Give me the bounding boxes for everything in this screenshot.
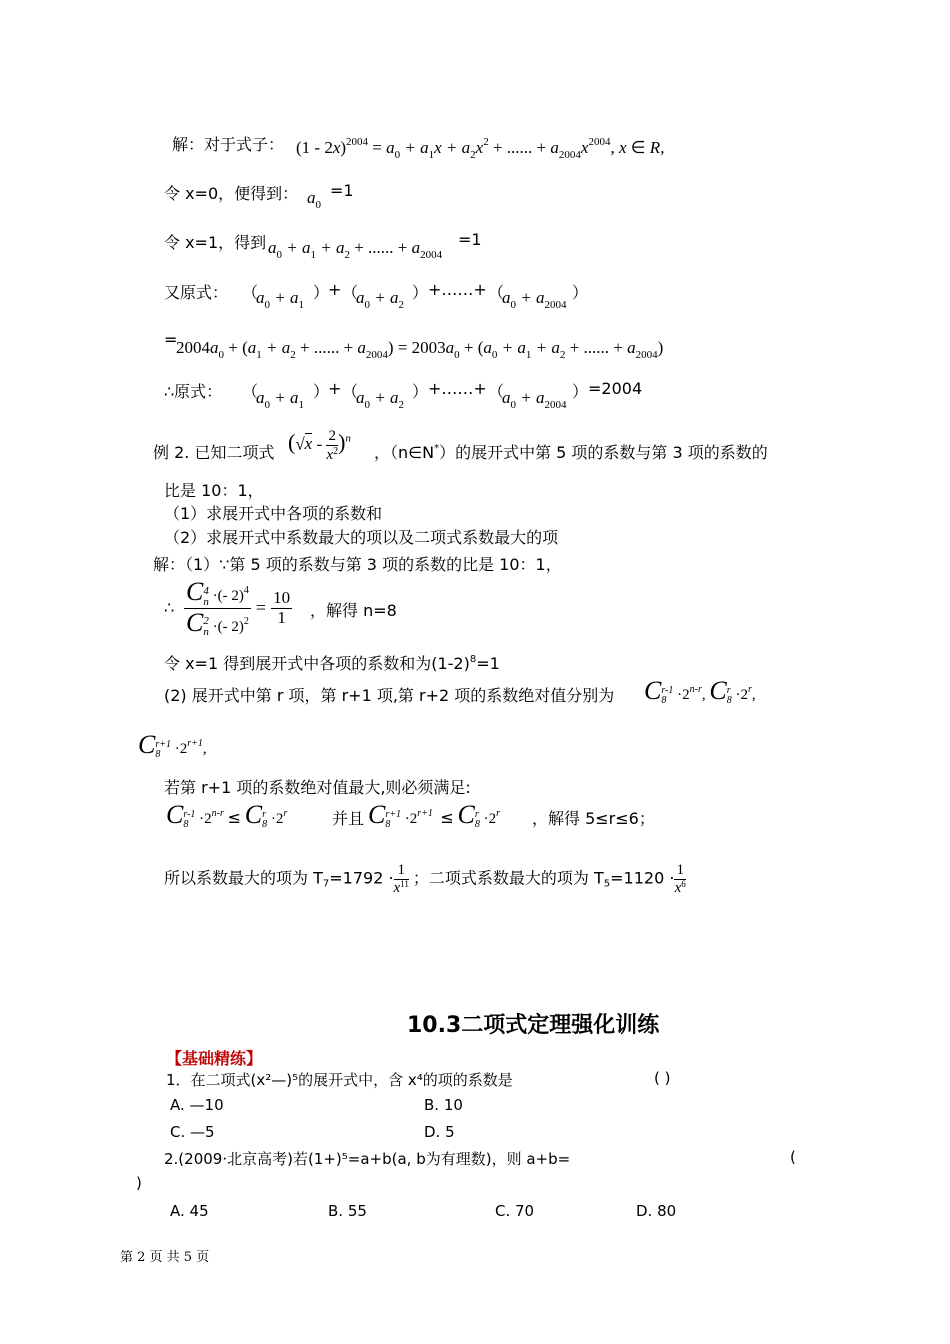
example2-ratio-line: 比是 10：1， xyxy=(164,481,264,500)
question-1-stem: 1．在二项式(x²—)⁵的展开式中，含 x⁴的项的系数是 xyxy=(166,1071,513,1089)
binomial-expansion-formula: $(1 - 2x)^{2004} = a_0 + a_1x + a_2x^2$ + ...... + $a_{2004}x^{2004}$, x ∈ R, xyxy=(296,136,665,161)
pair-a0-a1-2: $a_0 + a_1$ xyxy=(256,388,304,411)
solution-intro: 解：对于式子： xyxy=(172,135,285,154)
paren-open-5: （ xyxy=(342,382,359,401)
page-footer: 第 2 页 共 5 页 xyxy=(120,1250,210,1265)
question-1-answer-paren: ( ) xyxy=(654,1069,671,1087)
step-x0-result: =1 xyxy=(330,181,354,200)
conclusion-line: 所以系数最大的项为 T7=1792 · $\frac{1}{x^{11}}$ ；二项式系数最大的项为 T5=1120 · $\frac{1}{x^6}$ xyxy=(164,862,686,896)
q2-option-a: A. 45 xyxy=(170,1202,209,1220)
paren-open-3: （ xyxy=(488,283,505,302)
basic-practice-tag: 【基础精练】 xyxy=(166,1049,263,1068)
q1-option-b: B. 10 xyxy=(424,1096,463,1114)
inequality-2: Cr+1 $8 \cdot 2^{r+1} \le Cr$ $8 \cdot 2^r$ xyxy=(368,800,501,830)
paren-open-2: （ xyxy=(342,283,359,302)
coeff-term-r: Cr-1 $8 \cdot 2^{n-r}$, Cr $8 \cdot 2^r$, xyxy=(644,676,756,706)
a0-symbol: $a_0$ xyxy=(307,188,321,211)
sum-exponent: 8 xyxy=(469,654,477,665)
therefore-result: =2004 xyxy=(588,379,643,398)
conclusion-d: =1120 · xyxy=(610,868,675,888)
sum-tail: =1 xyxy=(476,654,500,673)
coeff-term-r2: Cr+1 $8 \cdot 2^{r+1}$, xyxy=(138,730,207,760)
solve-n: ，解得 n=8 xyxy=(310,601,397,620)
step-let-x1: 令 x=1，得到 xyxy=(164,233,267,252)
t7-sub: 7 xyxy=(322,878,330,890)
question-2: （2）求展开式中系数最大的项以及二项式系数最大的项 xyxy=(164,528,559,547)
plus-dots-1: +……+ xyxy=(428,280,487,299)
coefficient-sum-expr: $a_0 + a_1 + a_2$ + ...... + $a_{2004}$ xyxy=(268,238,443,261)
question-1: （1）求展开式中各项的系数和 xyxy=(164,504,383,523)
paren-close-2: ） xyxy=(412,283,429,302)
question-2-paren-open: ( xyxy=(790,1148,796,1166)
section-title: 10.3二项式定理强化训练 xyxy=(407,1013,660,1038)
paren-open-1: （ xyxy=(242,283,259,302)
ratio-fraction: C4 n ·(- 2)$^4$ C2 n ·(- 2)$^2$ = $\frac{10}{1}$ xyxy=(186,577,291,639)
and-text: 并且 xyxy=(332,809,365,828)
coefficient-sum-line xyxy=(164,651,500,674)
pair-a0-a2004: $a_0 + a_{2004}$ xyxy=(502,288,567,311)
original-label: 又原式： xyxy=(164,283,229,302)
question-2-stem: 2.(2009·北京高考)若(1+)⁵=a+b(a, b为有理数)，则 a+b= xyxy=(164,1150,571,1168)
solve-r: ，解得 5≤r≤6； xyxy=(532,809,655,828)
paren-open-4: （ xyxy=(242,382,259,401)
question-2-paren-close: ) xyxy=(136,1174,142,1192)
step-let-x0: 令 x=0，便得到： xyxy=(164,184,299,203)
pair-a0-a1: $a_0 + a_1$ xyxy=(256,288,304,311)
pair-a0-a2004-2: $a_0 + a_{2004}$ xyxy=(502,388,567,411)
paren-close-4: ） xyxy=(313,382,330,401)
example2-condition: ，（n∈N*）的展开式中第 5 项的系数与第 3 项的系数的 xyxy=(374,443,768,462)
solution-part1-intro: 解：（1）∵第 5 项的系数与第 3 项的系数的比是 10：1， xyxy=(153,555,562,574)
inequality-1: Cr-1 $8 \cdot 2^{n-r} \le Cr$ $8 \cdot 2^r$ xyxy=(166,800,288,830)
therefore-symbol: ∴ xyxy=(164,598,175,617)
paren-close-6: ） xyxy=(572,382,589,401)
pair-a0-a2-2: $a_0 + a_2$ xyxy=(356,388,404,411)
example2-head: 例 2. 已知二项式 xyxy=(153,443,275,462)
condition-part: ，（n∈N xyxy=(374,443,435,462)
simplified-expression: $2004a_0 + (a_1 + a_2$ + ...... + $a_{2004}) = 2003a_0 + (a_0 + a_1 + a_2$ + ...... + $a_{2004}$) xyxy=(176,338,664,361)
t5-sub: 5 xyxy=(603,878,611,890)
q1-option-a: A. —10 xyxy=(170,1096,224,1114)
sum-text: 令 x=1 得到展开式中各项的系数和为(1-2) xyxy=(164,654,470,673)
paren-open-6: （ xyxy=(488,382,505,401)
le-sign-1: ≤ xyxy=(227,808,242,827)
part2-statement: (2) 展开式中第 r 项，第 r+1 项,第 r+2 项的系数绝对值分别为 xyxy=(164,686,615,705)
conclusion-a: 所以系数最大的项为 T xyxy=(164,868,323,888)
binomial-sqrt-expr: (√x - $\frac{2}{x^2}$ )$^n$ xyxy=(288,428,351,463)
conclusion-c: ；二项式系数最大的项为 T xyxy=(412,868,604,888)
max-condition: 若第 r+1 项的系数绝对值最大,则必须满足: xyxy=(164,778,471,797)
equals-sign: = xyxy=(164,330,178,349)
le-sign-2: ≤ xyxy=(440,808,454,827)
conclusion-b: =1792 · xyxy=(329,868,394,888)
q1-option-d: D. 5 xyxy=(424,1123,455,1141)
plus-2: + xyxy=(328,379,342,398)
q1-option-c: C. —5 xyxy=(170,1123,215,1141)
q2-option-b: B. 55 xyxy=(328,1202,367,1220)
q2-option-d: D. 80 xyxy=(636,1202,677,1220)
pair-a0-a2: $a_0 + a_2$ xyxy=(356,288,404,311)
step-x1-result: =1 xyxy=(458,230,482,249)
paren-close-5: ） xyxy=(412,382,429,401)
plus-1: + xyxy=(328,280,342,299)
therefore-original-label: ∴原式： xyxy=(164,382,223,401)
plus-dots-2: +……+ xyxy=(428,379,487,398)
paren-close-3: ） xyxy=(572,283,589,302)
q2-option-c: C. 70 xyxy=(495,1202,535,1220)
condition-rest: ）的展开式中第 5 项的系数与第 3 项的系数的 xyxy=(439,443,768,462)
paren-close-1: ） xyxy=(313,283,330,302)
